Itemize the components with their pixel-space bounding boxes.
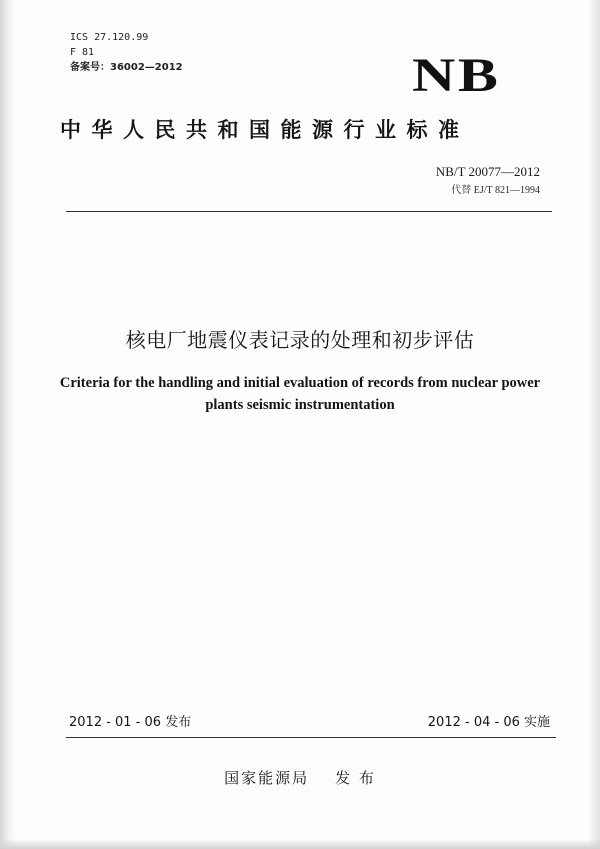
implementation-date: 2012 - 04 - 06 实施 [427,715,550,730]
replaced-standard: 代替 EJ/T 821—1994 [451,185,540,196]
english-title [40,372,560,416]
ics-code: ICS 27.120.99 [70,32,149,43]
chinese-title: 核电厂地震仪表记录的处理和初步评估 [125,328,475,352]
english-title-line-1: Criteria for the handling and initial evaluation of records from nuclear power [59,375,541,391]
header-divider [66,211,552,212]
scan-shadow-bottom [0,839,600,849]
classification-block [70,30,183,75]
issue-date: 2012 - 01 - 06 发布 [69,715,192,730]
publisher-action: 发 布 [335,769,376,787]
footer-divider [66,737,556,738]
ccs-code: F 81 [70,47,95,58]
english-title-line-2: plants seismic instrumentation [205,397,395,413]
standard-category-title: 中华人民共和国能源行业标准 [60,118,470,142]
publisher-name: 国家能源局 [224,769,310,787]
nb-logo: NB [412,49,501,102]
scan-shadow-left [0,0,16,849]
filing-number: 备案号：36002—2012 [70,62,183,73]
publisher-line [0,768,600,788]
standard-number: NB/T 20077—2012 [435,164,540,179]
scan-shadow-right [588,0,600,849]
